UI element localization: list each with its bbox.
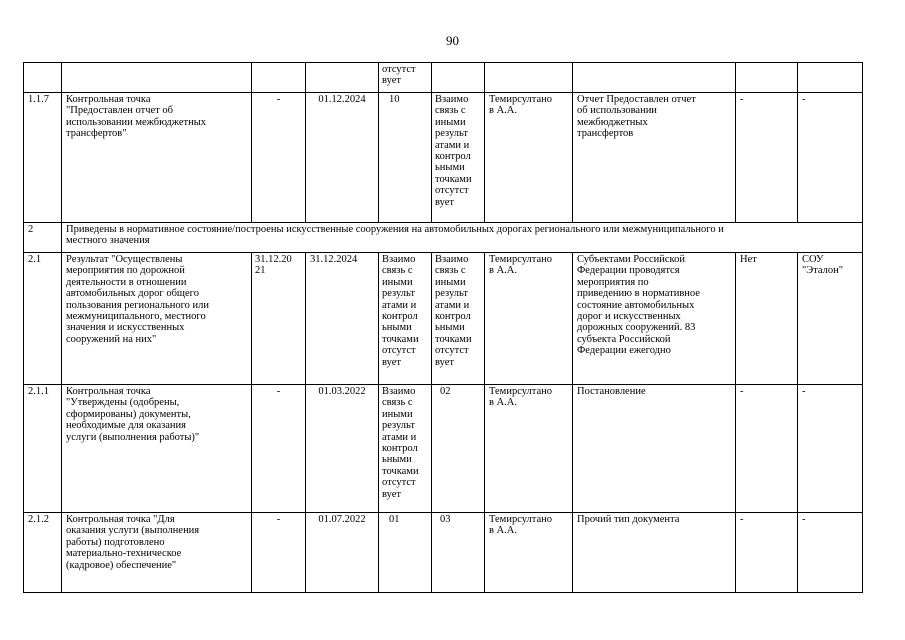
- cell-text-line: "Предоставлен отчет об: [66, 105, 173, 117]
- row-id-cell: 2.1: [24, 253, 62, 385]
- cell-text-line: сооружений на них": [66, 333, 157, 345]
- cell-text-line: Взаимо: [382, 386, 416, 397]
- cell-text-line: результ: [382, 420, 415, 432]
- col10-cell: -: [798, 513, 863, 593]
- table-row: [24, 93, 863, 223]
- responsible-cell: [485, 253, 573, 385]
- cell-text-line: вует: [382, 488, 401, 500]
- cell-text-line: связь с: [382, 397, 413, 409]
- cell-text-line: работы) подготовлено: [66, 536, 165, 548]
- cell-text-line: вует: [382, 356, 401, 368]
- cell-text-line: трансфертов: [577, 128, 634, 140]
- responsible-cell: [485, 513, 573, 593]
- cell-text-line: сформированы) документы,: [66, 408, 191, 420]
- cell-text-line: в А.А.: [489, 397, 517, 409]
- cell-text-line: Субъектами Российской: [577, 254, 685, 265]
- col10-cell: -: [798, 385, 863, 513]
- responsible-cell: [485, 63, 573, 93]
- cell-text-line: мероприятия по: [577, 276, 649, 288]
- cell-text-line: точками: [382, 465, 419, 477]
- cell-text-line: атами и: [435, 299, 470, 311]
- col9-cell: -: [736, 385, 798, 513]
- cell-text-line: 03: [440, 514, 451, 525]
- cell-text-line: отсутст: [382, 64, 416, 75]
- cell-text-line: контрол: [382, 311, 418, 323]
- cell-text-line: вует: [382, 75, 401, 87]
- col6-cell: [432, 513, 485, 593]
- table-row: [24, 63, 863, 93]
- cell-text-line: Контрольная точка: [66, 94, 151, 105]
- cell-text-line: значения и искусственных: [66, 322, 185, 334]
- col6-cell: [432, 93, 485, 223]
- row-id-cell: 2.1.1: [24, 385, 62, 513]
- row-id-cell: [24, 63, 62, 93]
- cell-text-line: вует: [435, 356, 454, 368]
- col9-cell: -: [736, 513, 798, 593]
- cell-text-line: в А.А.: [489, 105, 517, 117]
- start-date-cell: [252, 253, 306, 385]
- cell-text-line: отсутст: [435, 185, 469, 197]
- cell-text-line: услуги (выполнения работы)": [66, 431, 200, 443]
- table-body: [24, 63, 863, 593]
- cell-text-line: точками: [382, 333, 419, 345]
- cell-text-line: Федерации проводятся: [577, 265, 680, 277]
- cell-text-line: материально-техническое: [66, 548, 182, 560]
- table-row: [24, 223, 863, 253]
- section-heading-cell: [62, 223, 863, 253]
- cell-text-line: контрол: [382, 443, 418, 455]
- cell-text-line: Результат "Осуществлены: [66, 254, 183, 265]
- cell-text-line: состояние автомобильных: [577, 299, 695, 311]
- col10-cell: [798, 63, 863, 93]
- responsible-cell: [485, 385, 573, 513]
- start-date-cell: -: [252, 513, 306, 593]
- table-row: [24, 513, 863, 593]
- cell-text-line: Приведены в нормативное состояние/построены искусственные сооружения на автомобильных дорогах регионального или межмуниципального и: [66, 224, 724, 235]
- cell-text-line: ьными: [382, 322, 412, 334]
- col6-cell: [432, 63, 485, 93]
- title-cell: [62, 513, 252, 593]
- cell-text-line: пользования регионального или: [66, 299, 210, 311]
- cell-text-line: отсутст: [435, 345, 469, 357]
- cell-text-line: мероприятия по дорожной: [66, 265, 185, 277]
- cell-text-line: отсутст: [382, 345, 416, 357]
- cell-text-line: СОУ: [802, 254, 824, 265]
- cell-text-line: 01: [389, 514, 400, 525]
- cell-text-line: результ: [435, 128, 468, 140]
- cell-text-line: 31.12.20: [255, 254, 292, 265]
- cell-text-line: результ: [382, 288, 415, 300]
- col9-cell: -: [736, 93, 798, 223]
- title-cell: [62, 93, 252, 223]
- cell-text-line: оказания услуги (выполнения: [66, 525, 200, 537]
- responsible-cell: [485, 93, 573, 223]
- end-date-cell: 01.12.2024: [306, 93, 379, 223]
- document-cell: [573, 253, 736, 385]
- cell-text-line: контрол: [435, 311, 471, 323]
- document-cell: [573, 513, 736, 593]
- col6-cell: [432, 253, 485, 385]
- cell-text-line: Взаимо: [382, 254, 416, 265]
- cell-text-line: атами и: [382, 431, 417, 443]
- cell-text-line: ьными: [435, 162, 465, 174]
- cell-text-line: использовании межбюджетных: [66, 116, 207, 128]
- col6-cell: [432, 385, 485, 513]
- cell-text-line: 02: [440, 386, 451, 397]
- cell-text-line: межбюджетных: [577, 116, 648, 128]
- cell-text-line: связь с: [435, 105, 466, 117]
- cell-text-line: связь с: [382, 265, 413, 277]
- cell-text-line: субъекта Российской: [577, 333, 671, 345]
- cell-text-line: Контрольная точка "Для: [66, 514, 175, 525]
- cell-text-line: Темирсултано: [489, 514, 552, 525]
- document-cell: [573, 63, 736, 93]
- start-date-cell: [252, 63, 306, 93]
- cell-text-line: (кадровое) обеспечение": [66, 559, 177, 571]
- cell-text-line: Взаимо: [435, 254, 469, 265]
- page-number: 90: [446, 33, 459, 48]
- col5-cell: [379, 513, 432, 593]
- cell-text-line: ьными: [435, 322, 465, 334]
- title-cell: [62, 253, 252, 385]
- col5-cell: [379, 385, 432, 513]
- cell-text-line: в А.А.: [489, 525, 517, 537]
- end-date-cell: 31.12.2024: [306, 253, 379, 385]
- cell-text-line: Темирсултано: [489, 94, 552, 105]
- col9-cell: [736, 63, 798, 93]
- cell-text-line: вует: [435, 196, 454, 208]
- col5-cell: [379, 253, 432, 385]
- table-row: [24, 385, 863, 513]
- cell-text-line: иными: [435, 276, 466, 288]
- cell-text-line: необходимые для оказания: [66, 420, 186, 432]
- cell-text-line: отсутст: [382, 477, 416, 489]
- cell-text-line: автомобильных дорог общего: [66, 288, 199, 300]
- col5-cell: [379, 63, 432, 93]
- cell-text-line: Отчет Предоставлен отчет: [577, 94, 696, 105]
- end-date-cell: 01.07.2022: [306, 513, 379, 593]
- cell-text-line: связь с: [435, 265, 466, 277]
- start-date-cell: -: [252, 385, 306, 513]
- row-id-cell: 1.1.7: [24, 93, 62, 223]
- cell-text-line: Контрольная точка: [66, 386, 151, 397]
- cell-text-line: Темирсултано: [489, 386, 552, 397]
- col5-cell: [379, 93, 432, 223]
- cell-text-line: приведению в нормативное: [577, 288, 700, 300]
- cell-text-line: 21: [255, 265, 266, 277]
- cell-text-line: "Утверждены (одобрены,: [66, 397, 180, 409]
- end-date-cell: [306, 63, 379, 93]
- cell-text-line: об использовании: [577, 105, 657, 117]
- col9-cell: Нет: [736, 253, 798, 385]
- cell-text-line: Взаимо: [435, 94, 469, 105]
- cell-text-line: атами и: [435, 139, 470, 151]
- cell-text-line: ьными: [382, 454, 412, 466]
- cell-text-line: трансфертов": [66, 128, 127, 140]
- cell-text-line: точками: [435, 333, 472, 345]
- cell-text-line: атами и: [382, 299, 417, 311]
- cell-text-line: контрол: [435, 151, 471, 163]
- cell-text-line: иными: [382, 276, 413, 288]
- cell-text-line: местного значения: [66, 235, 150, 247]
- cell-text-line: иными: [382, 408, 413, 420]
- cell-text-line: Прочий тип документа: [577, 514, 680, 525]
- start-date-cell: -: [252, 93, 306, 223]
- table-row: [24, 253, 863, 385]
- title-cell: [62, 385, 252, 513]
- control-points-table: [23, 62, 863, 593]
- end-date-cell: 01.03.2022: [306, 385, 379, 513]
- row-id-cell: 2: [24, 223, 62, 253]
- cell-text-line: дорог и искусственных: [577, 311, 681, 323]
- cell-text-line: точками: [435, 173, 472, 185]
- cell-text-line: Федерации ежегодно: [577, 345, 671, 357]
- cell-text-line: Постановление: [577, 386, 646, 397]
- col10-cell: -: [798, 93, 863, 223]
- cell-text-line: деятельности в отношении: [66, 276, 187, 288]
- document-cell: [573, 93, 736, 223]
- row-id-cell: 2.1.2: [24, 513, 62, 593]
- title-cell: [62, 63, 252, 93]
- col10-cell: [798, 253, 863, 385]
- cell-text-line: "Эталон": [802, 265, 844, 277]
- cell-text-line: Темирсултано: [489, 254, 552, 265]
- cell-text-line: 10: [389, 94, 400, 105]
- cell-text-line: в А.А.: [489, 265, 517, 277]
- cell-text-line: межмуниципального, местного: [66, 311, 206, 323]
- document-cell: [573, 385, 736, 513]
- cell-text-line: дорожных сооружений. 83: [577, 322, 696, 334]
- cell-text-line: иными: [435, 116, 466, 128]
- cell-text-line: результ: [435, 288, 468, 300]
